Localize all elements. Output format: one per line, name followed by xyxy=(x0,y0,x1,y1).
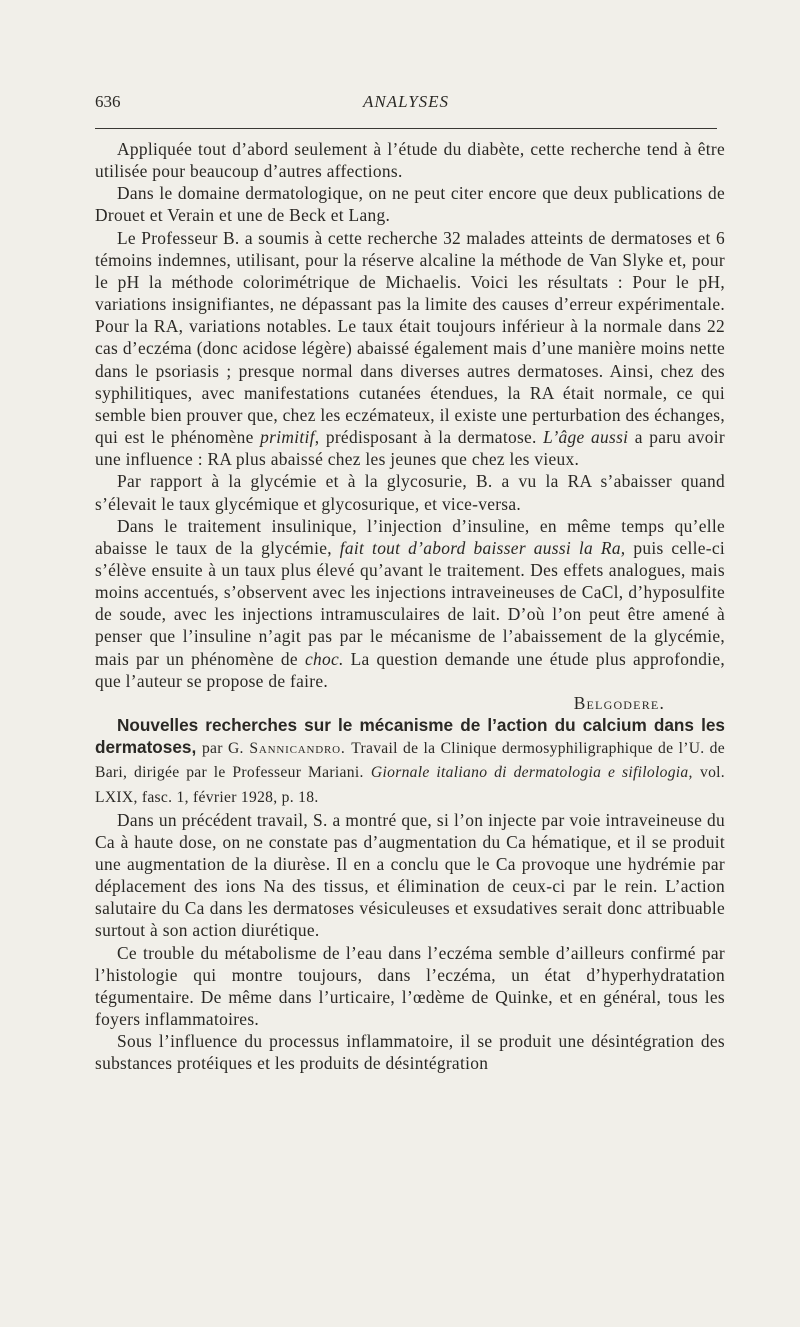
italic-text: L’âge aussi xyxy=(543,427,629,448)
reference-text: Travail de la Clinique dermosyphiligraphique de l’U. de Bari, dirigée par le Professeur Mariani. xyxy=(95,740,726,782)
reference-details: vol. LXIX, fasc. 1, février 1928, p. 18. xyxy=(95,764,725,806)
italic-text: primitif xyxy=(260,427,315,448)
text-run: Le Professeur B. a soumis à cette recherche 32 malades atteints de dermatoses et 6 témoins indemnes, utilisant, pour la réserve alcaline la méthode de Van Slyke et, pour le pH la méthode colorimétrique de Michaelis. Voici les résultats : Pour le pH, variations insignifiantes, ne dépassant pas la limite des causes d’erreur expérimentale. Pour la RA, variations notables. Le taux était toujours inférieur à la normale dans 22 cas d’eczéma (donc acidose légère) abaissé également mais d’une manière moins nette dans le psoriasis ; presque normal dans diverses autres dermatoses. Ainsi, chez des syphilitiques, avec manifestations cutanées étendues, la RA était normale, ce qui semble bien prouver que, chez les eczémateux, il existe une perturbation des échanges, qui est le phénomène xyxy=(95,227,725,448)
italic-text: fait tout d’abord baisser aussi la Ra, xyxy=(339,537,626,558)
journal-name: Giornale italiano di dermatologia e sifilologia, xyxy=(370,764,693,782)
article-title: Nouvelles recherches sur le mécanisme de l’action du calcium dans les dermatoses, xyxy=(95,715,725,758)
text-run: a paru avoir une influence : RA plus abaissé chez les jeunes que chez les vieux. xyxy=(95,427,725,470)
paragraph: Sous l’influence du processus inflammatoire, il se produit une désintégration des substances protéiques et les produits de désintégration xyxy=(95,1031,725,1074)
text-run: puis celle-ci s’élève ensuite à un taux plus élevé qu’avant le traitement. Des effets analogues, mais moins accentués, s’observent avec les injections intraveineuses de CaCl, d’hyposulfite de soude, avec les injections intramusculaires de lait. D’où l’on peut être amené à penser que l’insuline n’agit pas par le mécanisme de l’abaissement de la glycémie, mais par un phénomène de xyxy=(95,537,725,669)
signature: Belgodere. xyxy=(573,692,665,713)
paragraph: Dans un précédent travail, S. a montré que, si l’on injecte par voie intraveineuse du Ca à haute dose, on ne constate pas d’augmentation du Ca hématique, et il se produit une augmentation de la diurèse. Il en a conclu que le Ca provoque une hydrémie par déplacement des ions Na des tissus, et élimination de ceux-ci par le rein. L’action salutaire du Ca dans les dermatoses vésiculeuses et exsudatives serait donc attribuable surtout à son action diurétique. xyxy=(95,809,725,941)
article-body xyxy=(95,138,725,1075)
page-header xyxy=(95,92,717,118)
paragraph: Dans le domaine dermatologique, on ne peut citer encore que deux publications de Drouet et Verain et une de Beck et Lang. xyxy=(95,183,725,226)
text-run: Dans le traitement insulinique, l’injection d’insuline, en même temps qu’elle abaisse le taux de la glycémie, xyxy=(95,515,725,558)
paragraph: Ce trouble du métabolisme de l’eau dans l’eczéma semble d’ailleurs confirmé par l’histologie qui montre toujours, dans l’eczéma, un état d’hyperhydratation tégumentaire. De même dans l’urticaire, l’œdème de Quinke, et en général, tous les foyers inflammatoires. xyxy=(95,942,725,1030)
italic-text: choc. xyxy=(304,648,344,669)
text-run: , prédisposant à la dermatose. xyxy=(314,427,537,448)
text-run: La question demande une étude plus approfondie, que l’auteur se propose de faire. xyxy=(95,648,725,691)
section-heading xyxy=(95,714,725,809)
paragraph xyxy=(95,227,725,471)
paragraph: Par rapport à la glycémie et à la glycosurie, B. a vu la RA s’abaisser quand s’élevait le taux glycémique et glycosurique, et vice-versa. xyxy=(95,471,725,514)
paragraph: Appliquée tout d’abord seulement à l’étude du diabète, cette recherche tend à être utilisée pour beaucoup d’autres affections. xyxy=(95,139,725,182)
header-rule xyxy=(95,128,717,129)
author-name: Sannicandro. xyxy=(249,740,346,758)
byline: par G. xyxy=(201,740,244,758)
page-number: 636 xyxy=(95,92,121,111)
running-title: ANALYSES xyxy=(362,92,450,111)
paragraph xyxy=(95,515,725,692)
